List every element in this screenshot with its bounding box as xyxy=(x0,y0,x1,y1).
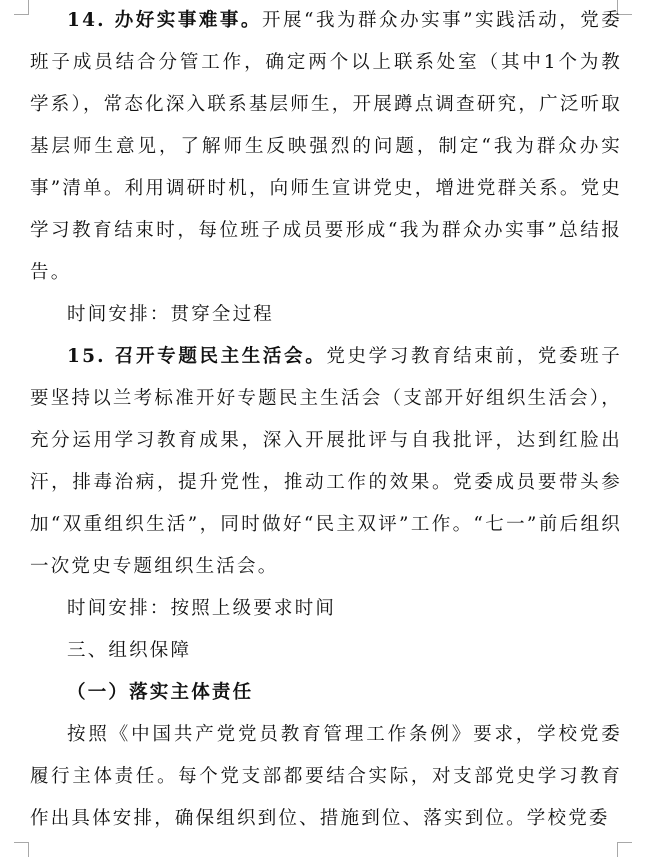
document-body xyxy=(30,0,622,840)
crop-mark-top-left xyxy=(14,0,29,15)
paragraph-last: 按照《中国共产党党员教育管理工作条例》要求，学校党委履行主体责任。每个党支部都要结合实际，对支部党史学习教育作出具体安排，确保组织到位、措施到位、落实到位。学校党委 xyxy=(30,724,622,829)
subsection-heading-1: （一）落实主体责任 xyxy=(67,682,254,703)
paragraph-15 xyxy=(30,336,622,588)
paragraph-14-time: 时间安排：贯穿全过程 xyxy=(67,304,275,325)
paragraph-15-lead: 15. 召开专题民主生活会。 xyxy=(67,346,327,367)
paragraph-14-body: 开展“我为群众办实事”实践活动，党委班子成员结合分管工作，确定两个以上联系处室（其中1个为教学系），常态化深入联系基层师生，开展蹲点调查研究，广泛听取基层师生意见，了解师生反映强烈的问题，制定“我为群众办实事”清单。利用调研时机，向师生宣讲党史，增进党群关系。党史学习教育结束时，每位班子成员要形成“我为群众办实事”总结报告。 xyxy=(30,10,622,283)
section-heading-3: 三、组织保障 xyxy=(67,640,192,661)
paragraph-15-time: 时间安排：按照上级要求时间 xyxy=(67,598,337,619)
crop-mark-bottom-right xyxy=(617,842,632,857)
paragraph-14-lead: 14. 办好实事难事。 xyxy=(67,10,262,31)
crop-mark-bottom-left xyxy=(14,842,29,857)
paragraph-15-body: 党史学习教育结束前，党委班子要坚持以兰考标准开好专题民主生活会（支部开好组织生活会），充分运用学习教育成果，深入开展批评与自我批评，达到红脸出汗，排毒治病，提升党性，推动工作的效果。党委成员要带头参加“双重组织生活”，同时做好“民主双评”工作。“七一”前后组织一次党史专题组织生活会。 xyxy=(30,346,622,577)
paragraph-14 xyxy=(30,0,622,294)
